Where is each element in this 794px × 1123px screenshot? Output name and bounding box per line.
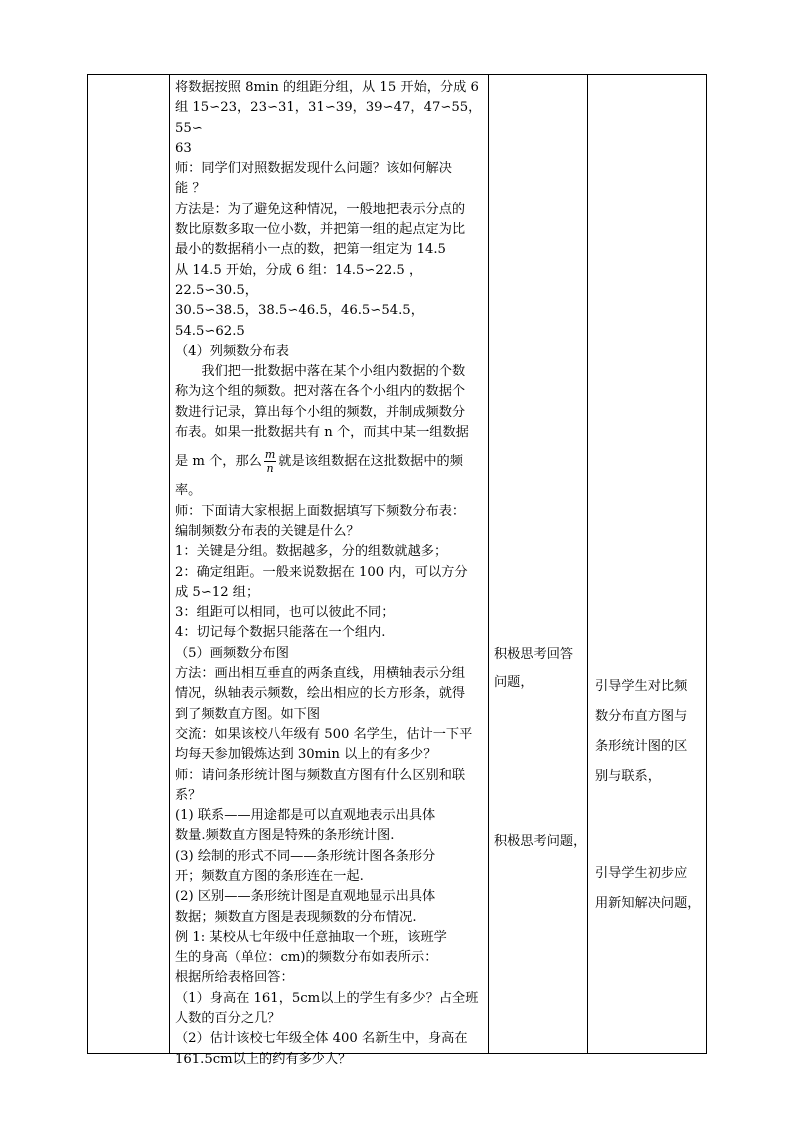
teacher-intent-2: 引导学生初步应 用新知解决问题， (595, 866, 701, 911)
content-line: 数比原数多取一位小数，并把第一组的起点定为比 (175, 222, 466, 238)
section-heading: （4）列频数分布表 (175, 343, 289, 359)
content-line: 率。 (175, 483, 202, 499)
content-line: 例 1: 某校从七年级中任意抽取一个班，该班学 (175, 929, 447, 945)
content-line: 生的身高（单位：cm)的频数分布如表所示： (175, 950, 438, 966)
content-line: 数据；频数直方图是表现频数的分布情况. (175, 909, 417, 925)
column-divider (587, 75, 588, 1053)
lesson-table (87, 74, 707, 1067)
content-line: 称为这个组的频数。把对落在各个小组内的数据个 (175, 384, 466, 400)
content-line: 布表。如果一批数据共有 n 个，而其中某一组数据 (175, 425, 469, 441)
content-line: （1）身高在 161，5cm以上的学生有多少？占全班 (175, 990, 479, 1006)
content-line: 能 ？ (175, 181, 206, 197)
content-line: 3：组距可以相同，也可以彼此不同； (175, 605, 395, 621)
fraction-line (175, 443, 484, 481)
content-line: （2）估计该校七年级全体 400 名新生中，身高在 (175, 1031, 468, 1047)
content-line: 从 14.5 开始，分成 6 组：14.5∽22.5 ，22.5∽30.5， (175, 262, 423, 298)
fraction-denominator: n (266, 462, 274, 476)
content-line: 最小的数据稍小一点的数，把第一组定为 14.5 (175, 242, 446, 258)
fraction-line-after: 就是该组数据在这批数据中的频 (278, 454, 463, 470)
content-line: 编制频数分布表的关键是什么？ (175, 523, 360, 539)
teaching-content-column (170, 75, 488, 1067)
content-line: 161.5cm以上的约有多少人？ (175, 1051, 352, 1067)
section-heading: （5）画频数分布图 (175, 645, 289, 661)
content-line: 师：下面请大家根据上面数据填写下频数分布表： (175, 503, 466, 519)
empty-first-column (88, 75, 169, 1053)
content-line: 我们把一批数据中落在某个小组内数据的个数 (201, 364, 466, 380)
content-line: 1：关键是分组。数据越多，分的组数就越多； (175, 544, 448, 560)
content-line: 组 15∽23，23∽31，31∽39，39∽47，47∽55，55∽ (175, 100, 482, 136)
content-line: 数进行记录，算出每个小组的频数，并制成频数分 (175, 404, 466, 420)
content-line: 63 (175, 140, 192, 156)
content-line: 师：同学们对照数据发现什么问题？该如何解决 (175, 161, 452, 177)
content-line: 将数据按照 8min 的组距分组，从 15 开始，分成 6 (175, 80, 479, 95)
content-line: 开；频数直方图的条形连在一起. (175, 868, 364, 884)
fraction-line-before: 是 m 个，那么 (175, 454, 262, 470)
content-line: 数量.频数直方图是特殊的条形统计图. (175, 828, 395, 844)
content-line: 到了频数直方图。如下图 (175, 706, 321, 722)
content-line: (1) 联系——用途都是可以直观地表示出具体 (175, 808, 436, 824)
content-line: 方法是：为了避免这种情况，一般地把表示分点的 (175, 201, 466, 217)
content-line: 均每天参加锻炼达到 30min 以上的有多少？ (175, 747, 437, 763)
content-line: (3) 绘制的形式不同——条形统计图各条形分 (175, 848, 436, 864)
content-line: (2) 区别——条形统计图是直观地显示出具体 (175, 889, 436, 905)
content-line: 师：请问条形统计图与频数直方图有什么区别和联 (175, 767, 466, 783)
content-line: 交流：如果该校八年级有 500 名学生，估计一下平 (175, 726, 473, 742)
column-divider (488, 75, 489, 1053)
content-line: 人数的百分之几？ (175, 1011, 281, 1027)
content-line: 4：切记每个数据只能落在一个组内. (175, 625, 386, 641)
content-line: 根据所给表格回答： (175, 970, 294, 986)
fraction-numerator: m (264, 448, 276, 462)
teacher-intent-1: 引导学生对比频 数分布直方图与 条形统计图的区 别与联系， (595, 679, 688, 784)
content-line: 方法：画出相互垂直的两条直线，用横轴表示分组 (175, 666, 466, 682)
content-line: 2：确定组距。一般来说数据在 100 内，可以方分 (175, 564, 468, 580)
content-line: 情况，纵轴表示频数，绘出相应的长方形条，就得 (175, 686, 466, 702)
student-activity-2: 积极思考问题， (494, 834, 587, 849)
content-line: 30.5∽38.5，38.5∽46.5，46.5∽54.5，54.5∽62.5 (175, 303, 424, 339)
content-line: 成 5∽12 组； (175, 584, 260, 600)
fraction-m-over-n (264, 448, 276, 475)
student-activity-1: 积极思考回答 问题， (494, 647, 574, 690)
content-line: 系？ (175, 787, 202, 803)
